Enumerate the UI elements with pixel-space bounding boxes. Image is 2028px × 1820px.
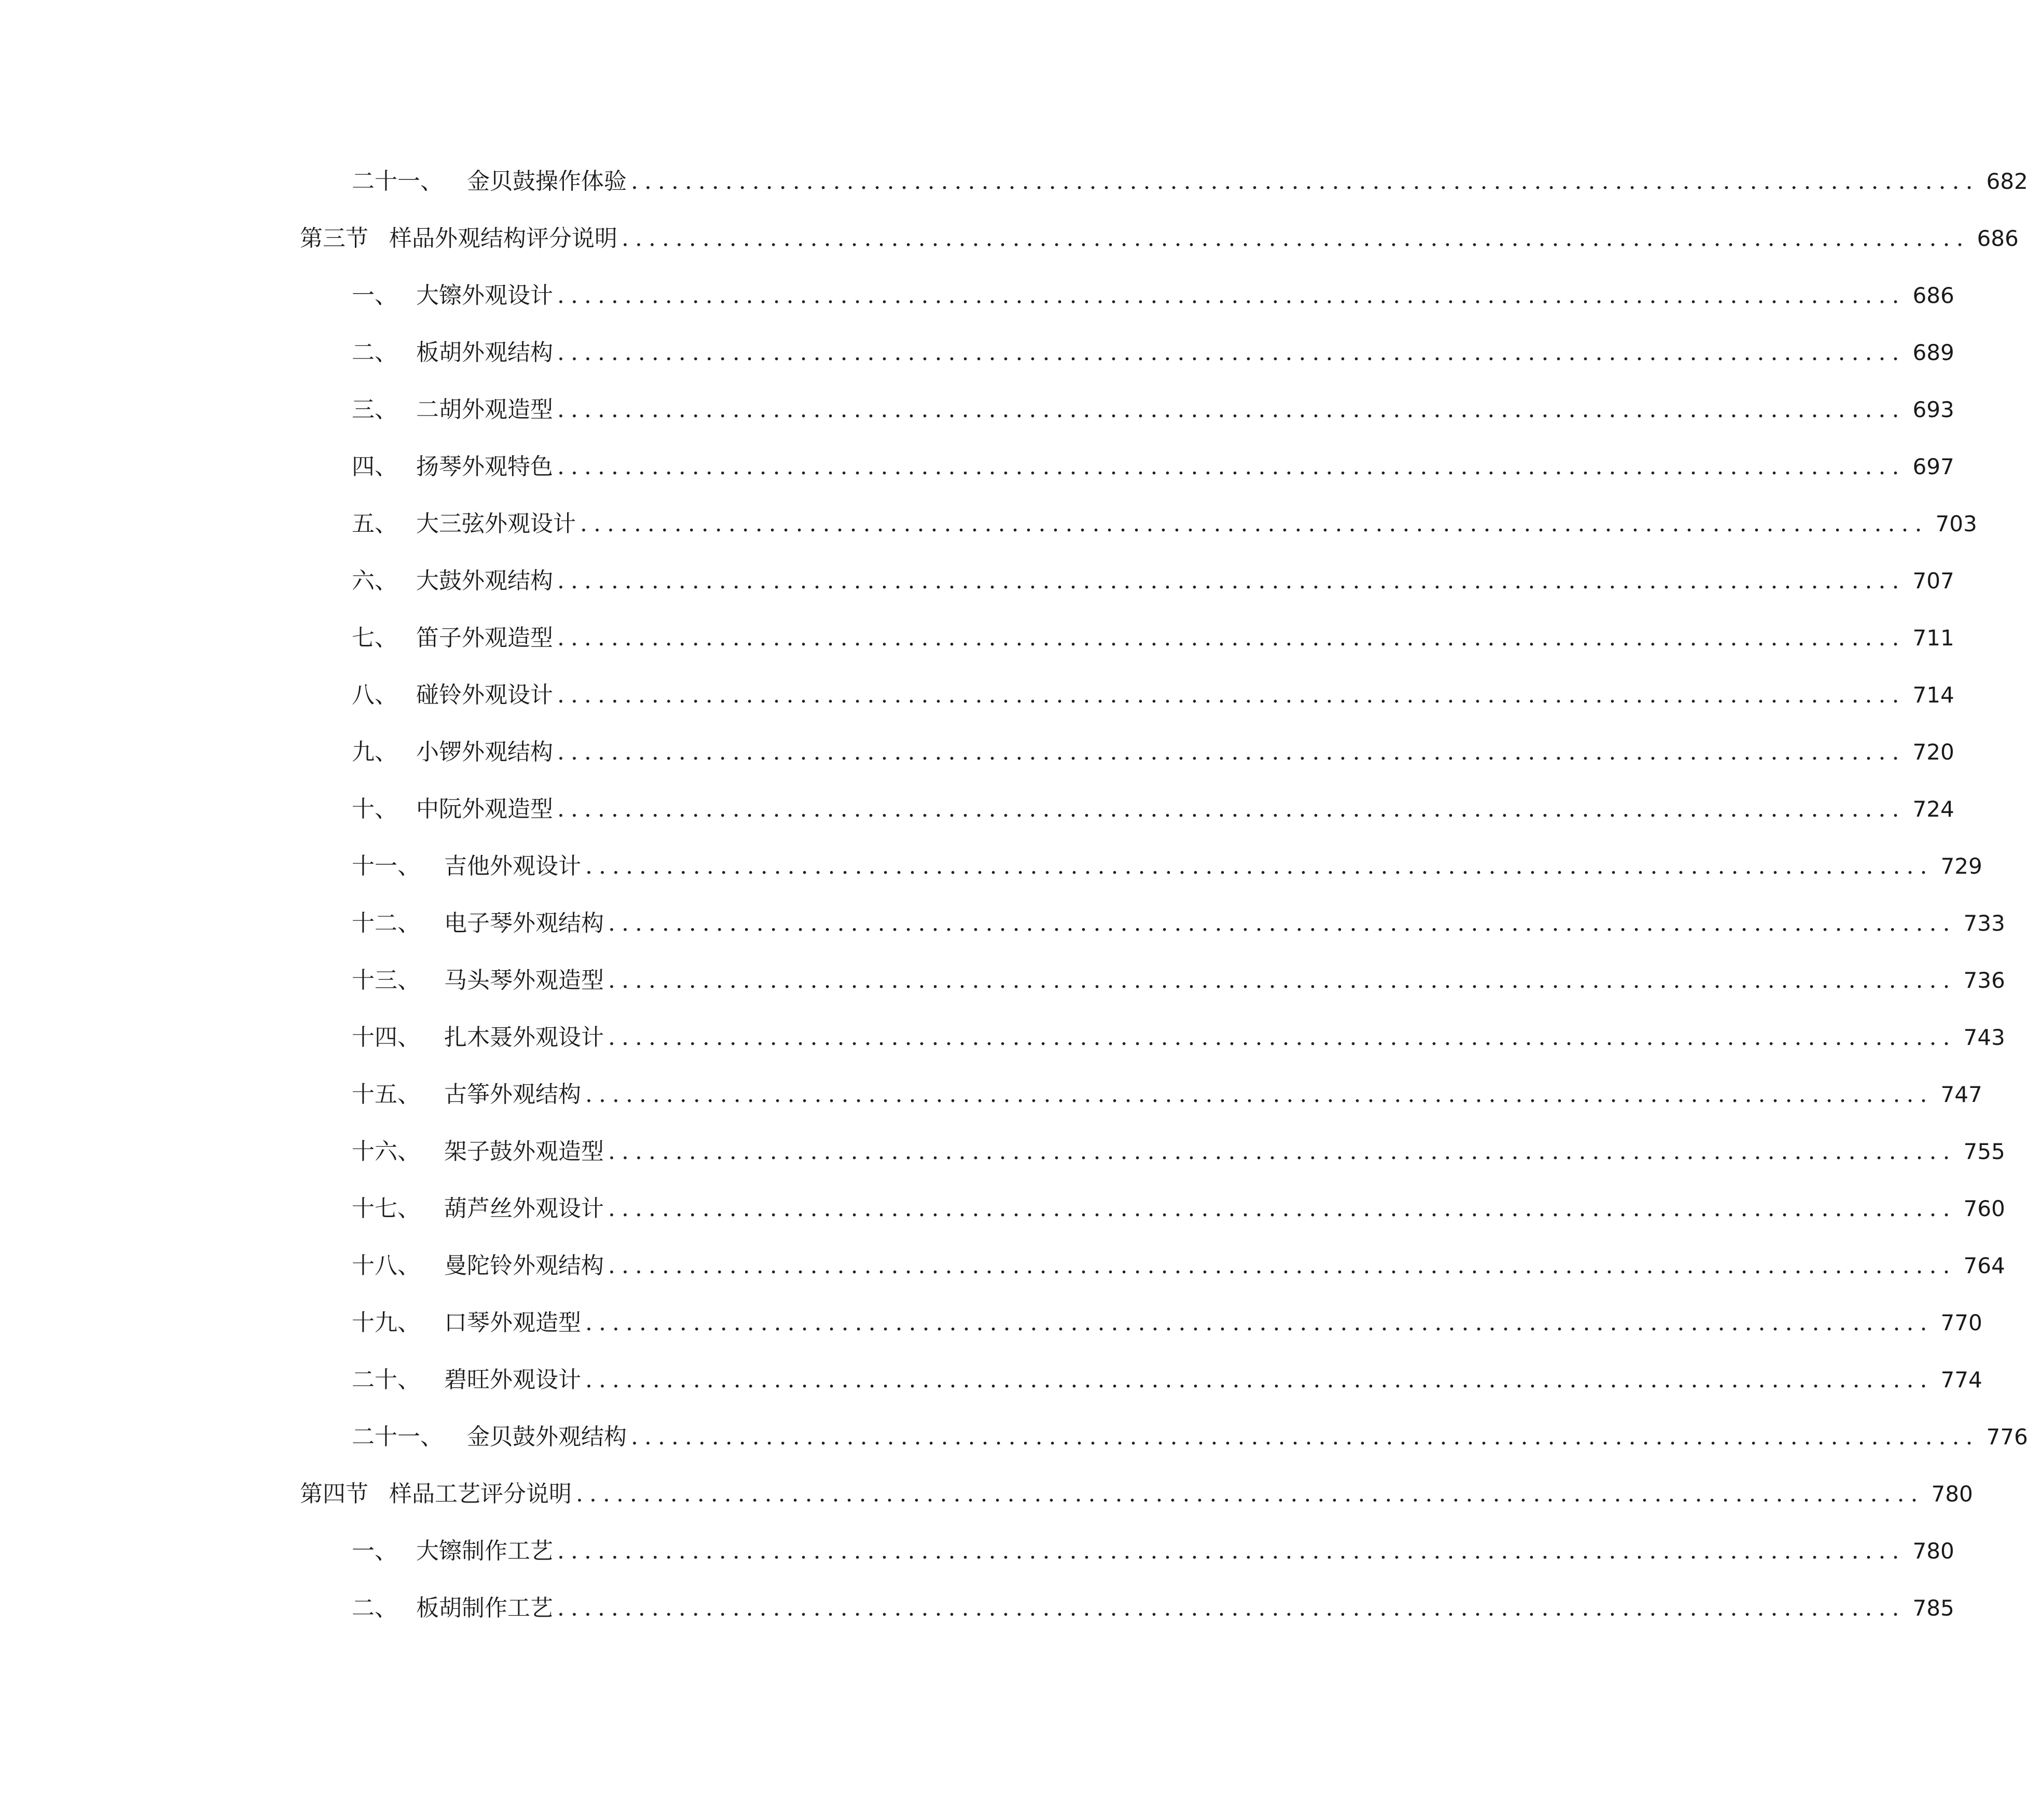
toc-entry-title: 金贝鼓操作体验	[467, 168, 627, 195]
toc-dot-leader: ....................................................................................................	[580, 511, 1928, 537]
toc-entry-title: 样品外观结构评分说明	[389, 225, 617, 252]
toc-entry-page: 733	[1963, 911, 2005, 936]
toc-dot-leader: ....................................................................................................	[608, 1252, 1956, 1279]
toc-dot-leader: ....................................................................................................	[557, 625, 1906, 651]
toc-entry-number: 十六、	[352, 1138, 420, 1165]
toc-entry-title: 大镲外观设计	[416, 282, 553, 309]
toc-entry-page: 707	[1912, 568, 1954, 594]
toc-entry-number: 十三、	[352, 967, 420, 994]
toc-entry-page: 755	[1963, 1139, 2005, 1164]
toc-entry-sub[interactable]	[352, 732, 1954, 773]
toc-entry-number: 八、	[352, 682, 397, 708]
toc-entry-number: 十七、	[352, 1195, 420, 1222]
toc-entry-number: 二十一、	[352, 168, 443, 195]
toc-entry-page: 747	[1940, 1082, 1982, 1107]
toc-dot-leader: ....................................................................................................	[608, 1138, 1956, 1165]
toc-dot-leader: ....................................................................................................	[585, 853, 1934, 879]
toc-entry-page: 785	[1912, 1595, 1954, 1621]
toc-entry-page: 682	[1986, 169, 2028, 194]
toc-entry-sub[interactable]	[352, 1074, 1982, 1115]
toc-dot-leader: ....................................................................................................	[622, 225, 1970, 252]
toc-entry-sub[interactable]	[352, 1188, 2005, 1230]
toc-dot-leader: ....................................................................................................	[557, 682, 1906, 708]
toc-entry-title: 口琴外观造型	[444, 1309, 581, 1336]
toc-entry-number: 五、	[352, 511, 397, 537]
toc-entry-number: 三、	[352, 396, 397, 423]
toc-entry-title: 扎木聂外观设计	[444, 1024, 604, 1051]
toc-entry-sub[interactable]	[352, 560, 1954, 602]
toc-dot-leader: ....................................................................................................	[576, 1481, 1924, 1507]
toc-dot-leader: ....................................................................................................	[557, 339, 1906, 366]
toc-entry-sub[interactable]	[352, 1531, 1954, 1572]
toc-entry-title: 古筝外观结构	[444, 1081, 581, 1108]
toc-entry-title: 碰铃外观设计	[416, 682, 553, 708]
toc-entry-page: 764	[1963, 1253, 2005, 1278]
toc-entry-sub[interactable]	[352, 389, 1954, 431]
toc-entry-title: 碧旺外观设计	[444, 1367, 581, 1393]
toc-entry-page: 736	[1963, 968, 2005, 993]
toc-entry-sub[interactable]	[352, 674, 1954, 716]
toc-entry-sub[interactable]	[352, 1245, 2005, 1287]
toc-entry-title: 架子鼓外观造型	[444, 1138, 604, 1165]
toc-entry-page: 729	[1940, 853, 1982, 879]
toc-entry-page: 774	[1940, 1367, 1982, 1392]
toc-entry-sub[interactable]	[352, 1302, 1982, 1344]
toc-entry-page: 724	[1912, 796, 1954, 822]
toc-entry-page: 760	[1963, 1196, 2005, 1221]
toc-dot-leader: ....................................................................................................	[557, 282, 1906, 309]
toc-entry-number: 一、	[352, 1538, 397, 1564]
toc-entry-page: 770	[1940, 1310, 1982, 1335]
toc-entry-title: 电子琴外观结构	[444, 910, 604, 936]
toc-entry-sub[interactable]	[352, 617, 1954, 659]
toc-entry-title: 马头琴外观造型	[444, 967, 604, 994]
toc-dot-leader: ....................................................................................................	[585, 1081, 1934, 1108]
toc-dot-leader: ....................................................................................................	[585, 1309, 1934, 1336]
toc-entry-page: 689	[1912, 340, 1954, 365]
toc-entry-sub[interactable]	[352, 1416, 2028, 1458]
toc-entry-title: 中阮外观造型	[416, 796, 553, 822]
toc-entry-sub[interactable]	[352, 846, 1982, 887]
toc-dot-leader: ....................................................................................................	[557, 568, 1906, 594]
toc-entry-number: 一、	[352, 282, 397, 309]
toc-entry-sub[interactable]	[352, 332, 1954, 374]
toc-entry-title: 大镲制作工艺	[416, 1538, 553, 1564]
toc-entry-title: 样品工艺评分说明	[389, 1481, 572, 1507]
toc-entry-sub[interactable]	[352, 1131, 2005, 1173]
toc-entry-number: 第三节	[300, 225, 368, 252]
toc-entry-title: 金贝鼓外观结构	[467, 1424, 627, 1450]
toc-entry-sub[interactable]	[352, 903, 2005, 944]
toc-entry-title: 板胡外观结构	[416, 339, 553, 366]
toc-entry-number: 二十一、	[352, 1424, 443, 1450]
toc-entry-number: 四、	[352, 453, 397, 480]
toc-entry-title: 吉他外观设计	[444, 853, 581, 879]
toc-entry-sub[interactable]	[352, 446, 1954, 488]
toc-entry-page: 711	[1912, 625, 1954, 651]
toc-dot-leader: ....................................................................................................	[557, 739, 1906, 765]
toc-entry-number: 十九、	[352, 1309, 420, 1336]
toc-entry-number: 十、	[352, 796, 397, 822]
toc-entry-page: 686	[1977, 226, 2019, 251]
toc-dot-leader: ....................................................................................................	[557, 396, 1906, 423]
toc-entry-sub[interactable]	[352, 960, 2005, 1001]
toc-entry-page: 697	[1912, 454, 1954, 479]
toc-entry-title: 曼陀铃外观结构	[444, 1252, 604, 1279]
toc-dot-leader: ....................................................................................................	[557, 1595, 1906, 1621]
toc-entry-title: 板胡制作工艺	[416, 1595, 553, 1621]
toc-dot-leader: ....................................................................................................	[608, 910, 1956, 936]
toc-entry-number: 二十、	[352, 1367, 420, 1393]
toc-entry-sub[interactable]	[352, 1359, 1982, 1401]
toc-entry-sub[interactable]	[352, 1588, 1954, 1629]
toc-entry-page: 780	[1931, 1481, 1973, 1507]
toc-entry-page: 776	[1986, 1424, 2028, 1450]
toc-entry-page: 714	[1912, 682, 1954, 708]
toc-entry-page: 686	[1912, 283, 1954, 308]
toc-entry-page: 703	[1935, 511, 1977, 536]
toc-entry-section[interactable]	[300, 218, 2019, 259]
toc-entry-title: 小锣外观结构	[416, 739, 553, 765]
toc-dot-leader: ....................................................................................................	[608, 1024, 1956, 1051]
toc-entry-sub[interactable]	[352, 503, 1977, 545]
toc-dot-leader: ....................................................................................................	[608, 1195, 1956, 1222]
toc-entry-number: 六、	[352, 568, 397, 594]
toc-entry-sub[interactable]	[352, 161, 2028, 202]
toc-entry-page: 693	[1912, 397, 1954, 422]
toc-entry-number: 第四节	[300, 1481, 368, 1507]
toc-entry-title: 笛子外观造型	[416, 625, 553, 651]
toc-entry-number: 十二、	[352, 910, 420, 936]
toc-dot-leader: ....................................................................................................	[631, 168, 1979, 195]
toc-entry-section[interactable]	[300, 1473, 1973, 1515]
toc-entry-title: 大三弦外观设计	[416, 511, 576, 537]
toc-dot-leader: ....................................................................................................	[608, 967, 1956, 994]
toc-dot-leader: ....................................................................................................	[557, 453, 1906, 480]
toc-entry-sub[interactable]	[352, 789, 1954, 830]
toc-entry-number: 十四、	[352, 1024, 420, 1051]
toc-entry-number: 七、	[352, 625, 397, 651]
toc-entry-number: 十一、	[352, 853, 420, 879]
toc-entry-page: 780	[1912, 1538, 1954, 1564]
toc-entry-title: 二胡外观造型	[416, 396, 553, 423]
toc-entry-page: 720	[1912, 739, 1954, 765]
toc-entry-title: 扬琴外观特色	[416, 453, 553, 480]
toc-dot-leader: ....................................................................................................	[557, 796, 1906, 822]
toc-entry-number: 十八、	[352, 1252, 420, 1279]
toc-dot-leader: ....................................................................................................	[557, 1538, 1906, 1564]
toc-entry-sub[interactable]	[352, 1017, 2005, 1058]
toc-entry-number: 二、	[352, 1595, 397, 1621]
toc-entry-number: 九、	[352, 739, 397, 765]
toc-dot-leader: ....................................................................................................	[585, 1367, 1934, 1393]
toc-entry-title: 大鼓外观结构	[416, 568, 553, 594]
toc-entry-title: 葫芦丝外观设计	[444, 1195, 604, 1222]
toc-entry-page: 743	[1963, 1025, 2005, 1050]
toc-entry-sub[interactable]	[352, 275, 1954, 316]
toc-entry-number: 十五、	[352, 1081, 420, 1108]
toc-entry-number: 二、	[352, 339, 397, 366]
toc-dot-leader: ....................................................................................................	[631, 1424, 1979, 1450]
